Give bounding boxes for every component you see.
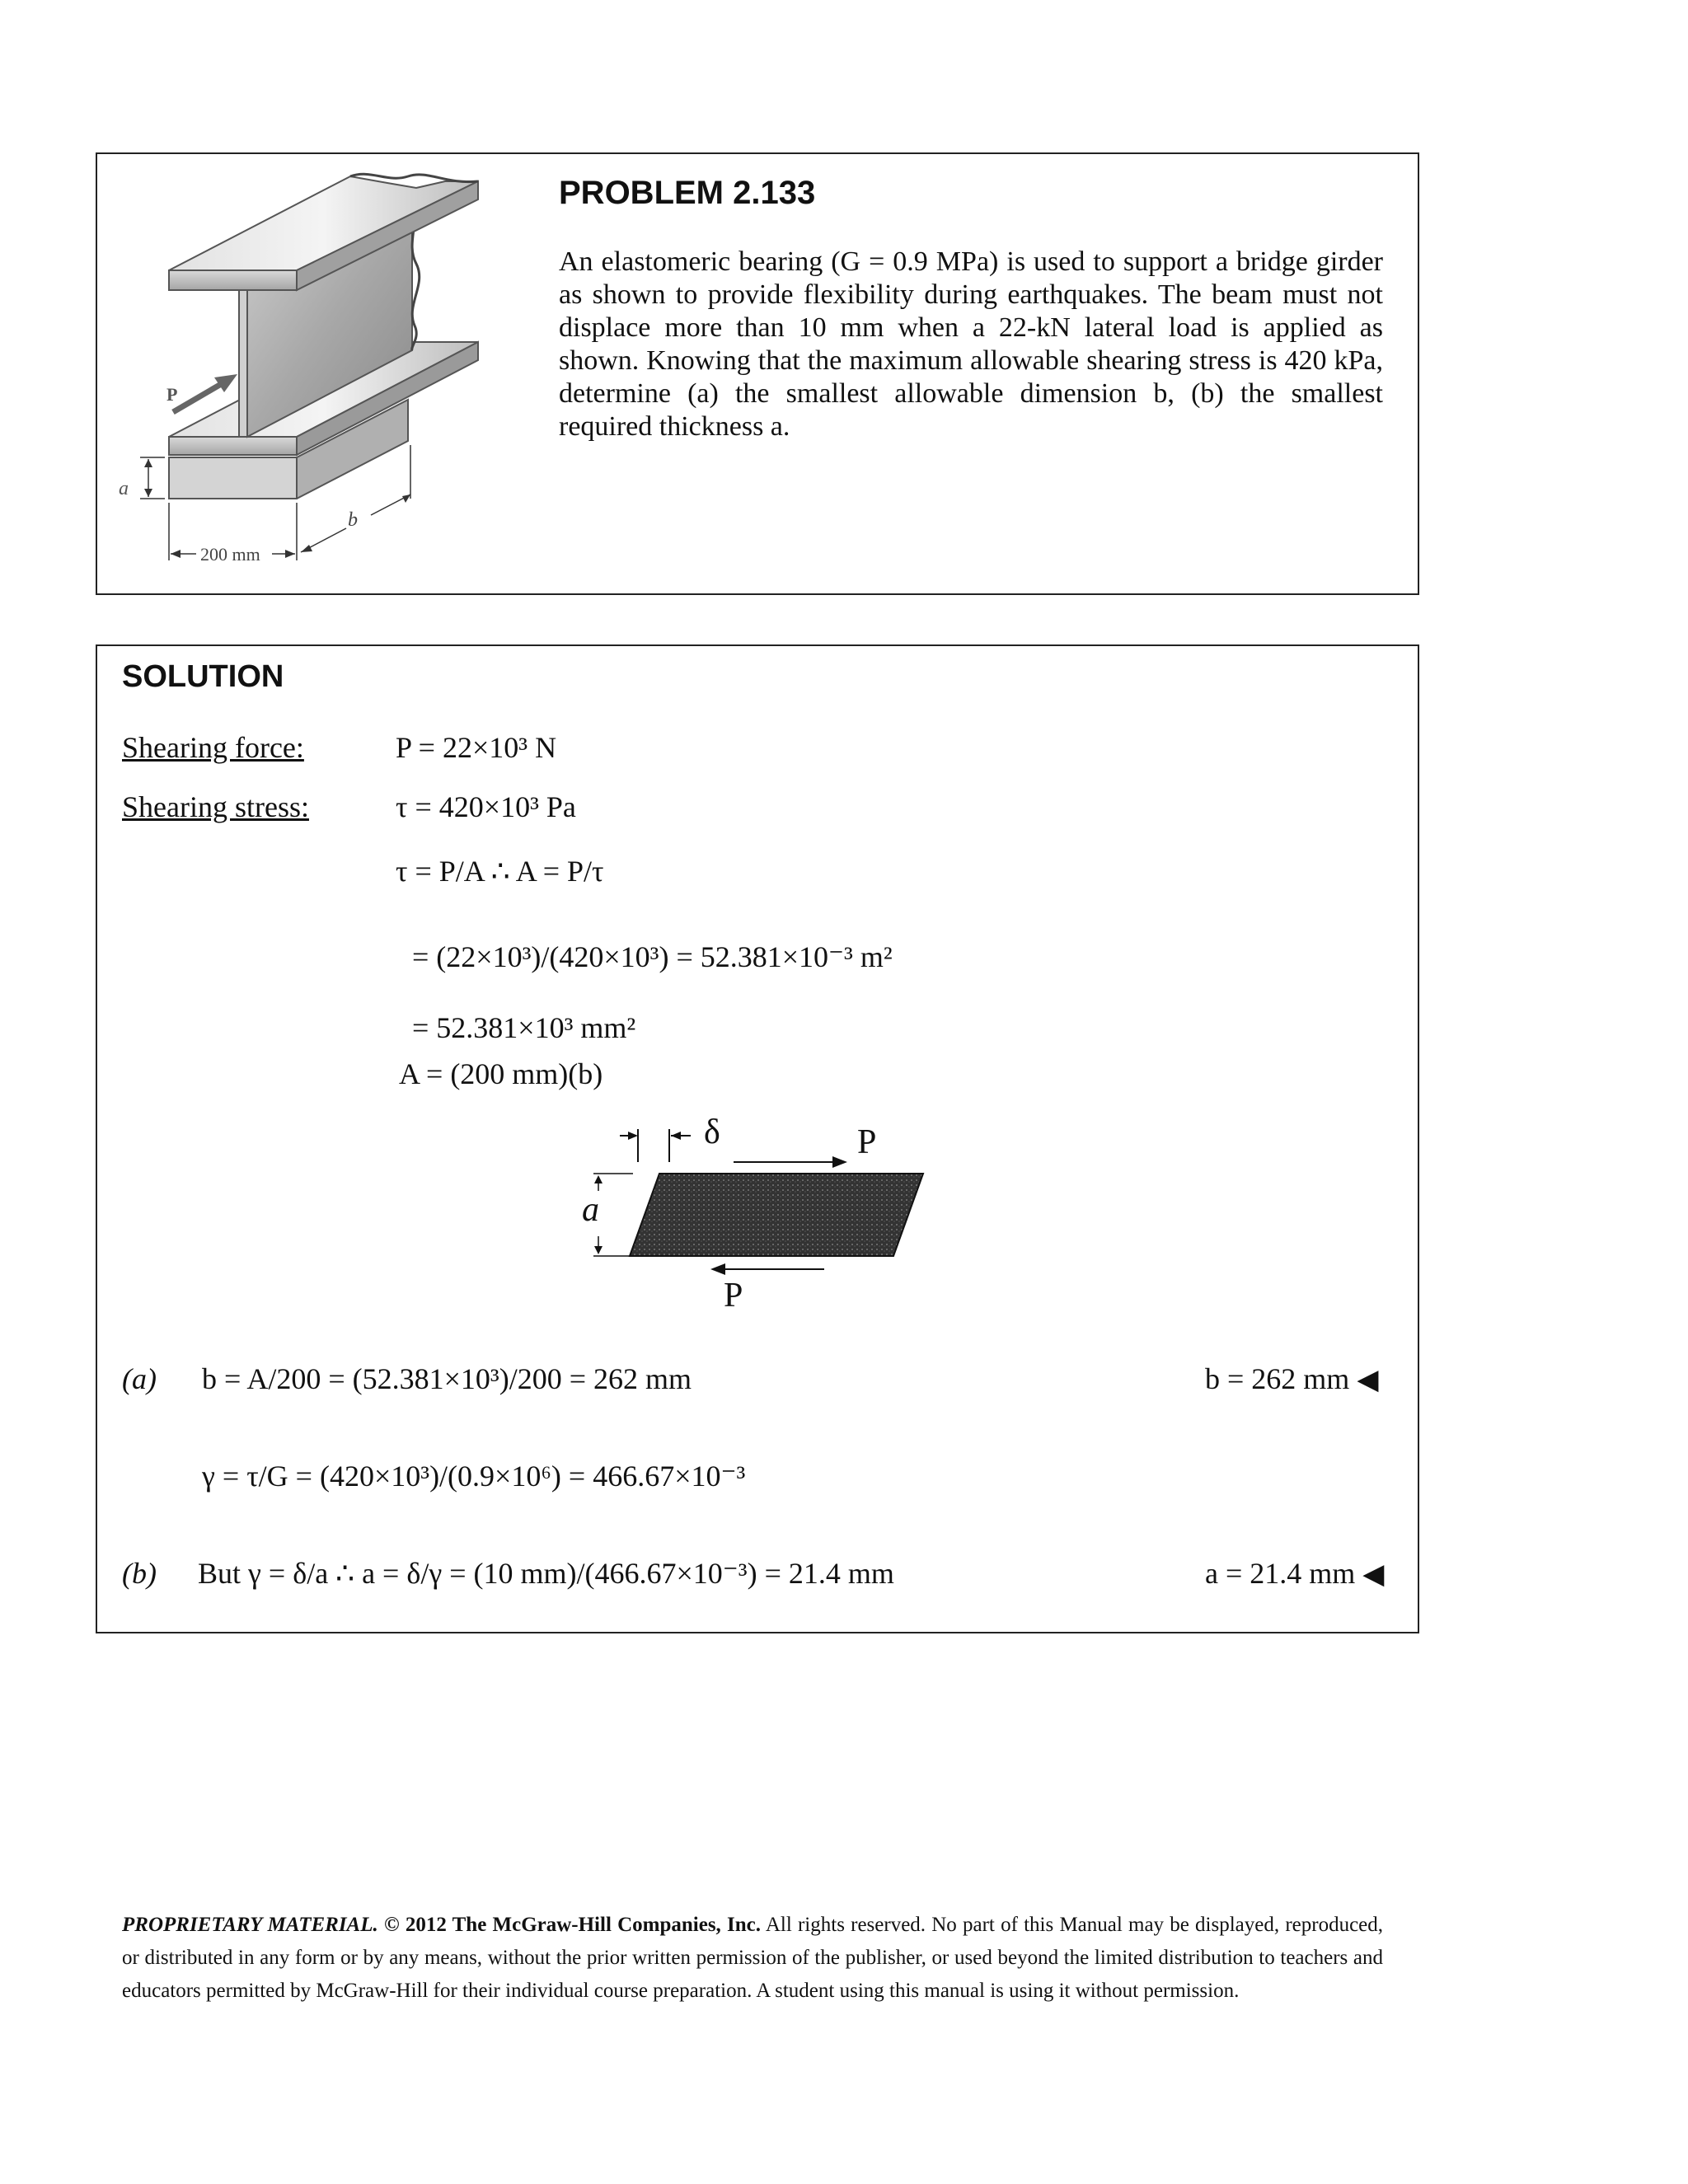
footer-proprietary: PROPRIETARY MATERIAL. [122, 1914, 378, 1936]
figure-thickness-label: a [119, 478, 129, 499]
area-dims: A = (200 mm)(b) [399, 1057, 603, 1090]
gamma-equation: γ = τ/G = (420×10³)/(0.9×10⁶) = 466.67×10⁻³ [202, 1460, 746, 1493]
shearing-force-label: Shearing force: [122, 731, 304, 764]
answer-marker-icon: ◀ [1357, 1365, 1379, 1395]
area-mm: = 52.381×10³ mm² [412, 1011, 636, 1044]
shear-deformation-sketch [569, 1104, 948, 1319]
copyright-footer [122, 1909, 1383, 2008]
footer-company: © 2012 The McGraw-Hill Companies, Inc. [383, 1914, 761, 1936]
sketch-bottom-load-label: P [724, 1277, 743, 1315]
problem-title: PROBLEM 2.133 [559, 175, 816, 211]
part-a-answer-text: b = 262 mm [1205, 1362, 1350, 1395]
figure-depth-label: b [348, 509, 358, 531]
part-a-label: (a) [122, 1362, 157, 1395]
i-beam-figure [99, 165, 544, 577]
footer-body: All rights reserved. No part of this Manual may be displayed, reproduced, or distributed in any form or by any means, without the prior written permission of the publisher, or used beyond the limited distribution to teachers and educators permitted by McGraw-Hill for their individual course preparation. A student using this manual is using it without permission. [122, 1914, 1384, 2002]
sketch-delta-label: δ [704, 1113, 720, 1151]
problem-statement: An elastomeric bearing (G = 0.9 MPa) is used to support a bridge girder as shown to provide flexibility during earthquakes. The beam must not displace more than 10 mm when a 22-kN lateral load is applied as shown. Knowing that the maximum allowable shearing stress is 420 kPa, determine (a) the smallest allowable dimension b, (b) the smallest required thickness a. [559, 246, 1383, 442]
figure-load-label: P [166, 384, 178, 405]
sketch-thickness-label: a [582, 1191, 599, 1229]
area-calc: = (22×10³)/(420×10³) = 52.381×10⁻³ m² [412, 940, 893, 973]
part-b-answer [1205, 1556, 1384, 1591]
area-relation: τ = P/A ∴ A = P/τ [396, 855, 604, 888]
part-b-label: (b) [122, 1557, 157, 1590]
shearing-force-eq: P = 22×10³ N [396, 731, 557, 764]
part-a-equation: b = A/200 = (52.381×10³)/200 = 262 mm [202, 1362, 692, 1395]
figure-width-label: 200 mm [200, 544, 260, 565]
solution-heading: SOLUTION [122, 659, 284, 694]
answer-marker-icon: ◀ [1362, 1559, 1385, 1590]
shearing-stress-label: Shearing stress: [122, 790, 309, 823]
part-a-answer [1205, 1361, 1378, 1396]
part-b-equation: But γ = δ/a ∴ a = δ/γ = (10 mm)/(466.67×10⁻³) = 21.4 mm [198, 1557, 894, 1590]
shearing-stress-eq: τ = 420×10³ Pa [396, 790, 576, 823]
sketch-top-load-label: P [857, 1123, 877, 1161]
part-b-answer-text: a = 21.4 mm [1205, 1557, 1356, 1590]
